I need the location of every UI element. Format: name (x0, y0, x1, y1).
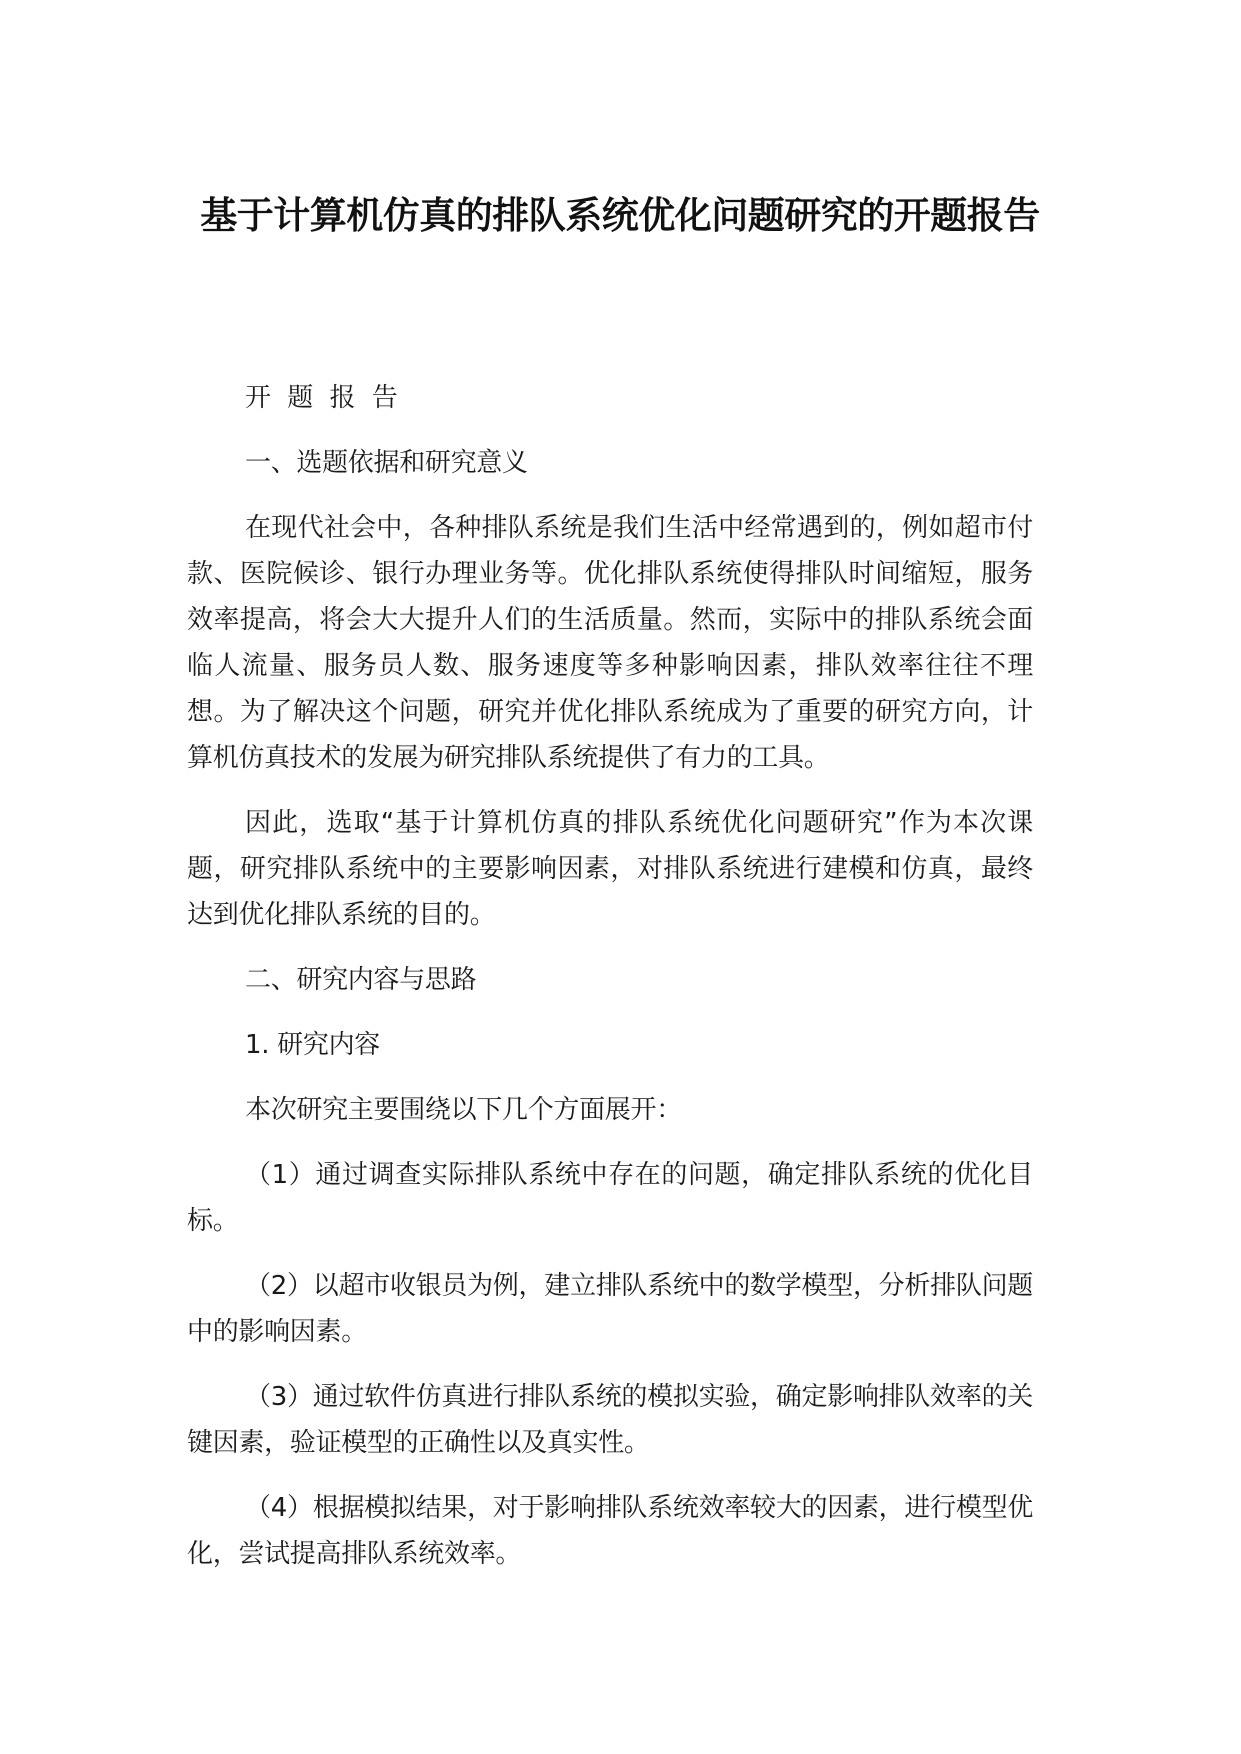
list-item: （4）根据模拟结果，对于影响排队系统效率较大的因素，进行模型优化，尝试提高排队系统效率。 (187, 1493, 1033, 1569)
paragraph-background: 在现代社会中，各种排队系统是我们生活中经常遇到的，例如超市付款、医院候诊、银行办理业务等。优化排队系统使得排队时间缩短，服务效率提高，将会大大提升人们的生活质量。然而，实际中的排队系统会面临人流量、服务员人数、服务速度等多种影响因素，排队效率往往不理想。为了解决这个问题，研究并优化排队系统成为了重要的研究方向，计算机仿真技术的发展为研究排队系统提供了有力的工具。 (187, 513, 1033, 773)
list-item: （1）通过调查实际排队系统中存在的问题，确定排队系统的优化目标。 (187, 1160, 1033, 1236)
list-item: （3）通过软件仿真进行排队系统的模拟实验，确定影响排队效率的关键因素，验证模型的正确性以及真实性。 (187, 1382, 1033, 1458)
section-heading-2: 二、研究内容与思路 (245, 965, 477, 995)
report-heading: 开 题 报 告 (245, 383, 402, 413)
document-title: 基于计算机仿真的排队系统优化问题研究的开题报告 (200, 194, 1040, 237)
document-body (187, 375, 1033, 1596)
section-heading-1: 一、选题依据和研究意义 (245, 448, 528, 478)
paragraph-topic-selection: 因此，选取“基于计算机仿真的排队系统优化问题研究”作为本次课题，研究排队系统中的主要影响因素，对排队系统进行建模和仿真，最终达到优化排队系统的目的。 (187, 808, 1033, 930)
paragraph-intro: 本次研究主要围绕以下几个方面展开： (245, 1095, 682, 1125)
list-item: （2）以超市收银员为例，建立排队系统中的数学模型，分析排队问题中的影响因素。 (187, 1271, 1033, 1347)
subsection-heading-1: 1. 研究内容 (245, 1030, 380, 1060)
